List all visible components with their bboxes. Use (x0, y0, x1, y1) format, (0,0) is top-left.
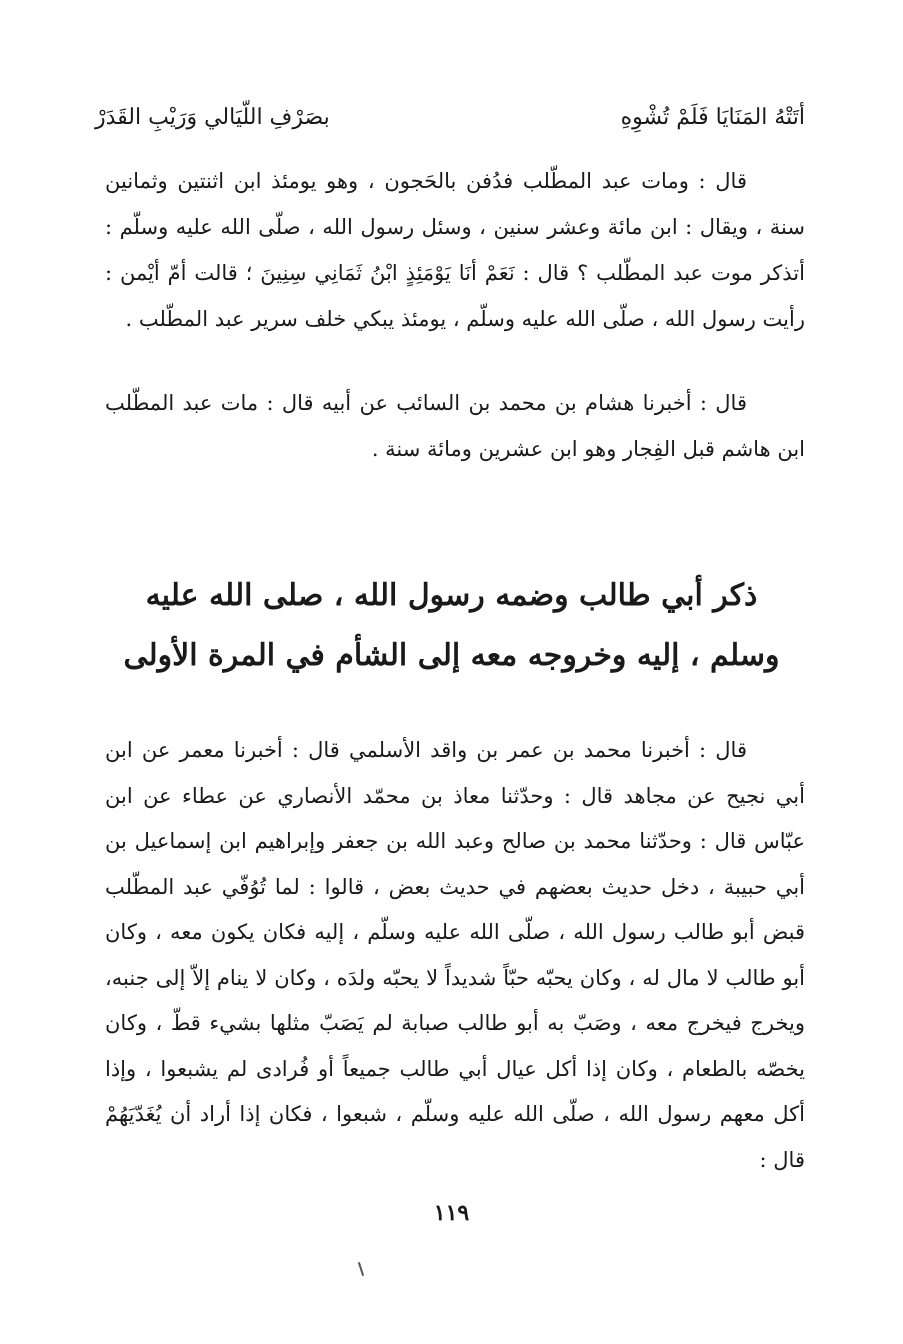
text-block-abu-talib (105, 728, 805, 1183)
verse-first-hemistich: أتَتْهُ المَنَايَا فَلَمْ تُشْوِهِ (620, 105, 805, 130)
paragraph-death-of-abd-al-muttalib: قال : ومات عبد المطّلب فدُفن بالحَجون ، وهو يومئذ ابن اثنتين وثمانين سنة ، ويقال : ابن مائة وعشر سنين ، وسئل رسول الله ، صلّى الله عليه وسلّم : أتذكر موت عبد المطّلب ؟ قال : نَعَمْ أنَا يَوْمَئِذٍ ابْنُ ثَمَانِي سِنِينَ ؛ قالت أمّ أيْمن : رأيت رسول الله ، صلّى الله عليه وسلّم ، يومئذ يبكي خلف سرير عبد المطّلب . (105, 169, 805, 331)
paragraph-abu-talib: قال : أخبرنا محمد بن عمر بن واقد الأسلمي قال : أخبرنا معمر عن ابن أبي نجيح عن مجاهد قال : وحدّثنا معاذ بن محمّد الأنصاري عن عطاء عن ابن عبّاس قال : وحدّثنا محمد بن صالح وعبد الله بن جعفر وإبراهيم ابن إسماعيل بن أبي حبيبة ، دخل حديث بعضهم في حديث بعض ، قالوا : لما تُوُفّي عبد المطّلب قبض أبو طالب رسول الله ، صلّى الله عليه وسلّم ، إليه فكان يكون معه ، وكان أبو طالب لا مال له ، وكان يحبّه حبّاً شديداً لا يحبّه ولدَه ، وكان لا ينام إلاّ إلى جنبه، ويخرج فيخرج معه ، وصَبّ به أبو طالب صبابة لم يَصَبّ مثلها بشيء قطّ ، وكان يخصّه بالطعام ، وكان إذا أكل عيال أبي طالب جميعاً أو فُرادى لم يشبعوا ، وإذا أكل معهم رسول الله ، صلّى الله عليه وسلّم ، شبعوا ، فكان إذا أراد أن يُغَدّيَهُمْ قال : (105, 738, 805, 1172)
section-heading (100, 566, 803, 686)
verse-second-hemistich: بصَرْفِ اللّيَالي وَرَيْبِ القَدَرْ (95, 105, 330, 130)
ink-mark (358, 1262, 364, 1276)
section-heading-line-2: وسلم ، إليه وخروجه معه إلى الشأم في المرة الأولى (123, 638, 780, 673)
text-block-hisham-report (105, 380, 805, 472)
paragraph-hisham-report: قال : أخبرنا هشام بن محمد بن السائب عن أبيه قال : مات عبد المطّلب ابن هاشم قبل الفِجار وهو ابن عشرين ومائة سنة . (105, 391, 805, 461)
text-block-death-of-abd-al-muttalib (105, 158, 805, 342)
poem-verse (95, 96, 805, 140)
section-heading-line-1: ذكر أبي طالب وضمه رسول الله ، صلى الله عليه (145, 578, 758, 613)
page-number: ١١٩ (433, 1200, 470, 1226)
